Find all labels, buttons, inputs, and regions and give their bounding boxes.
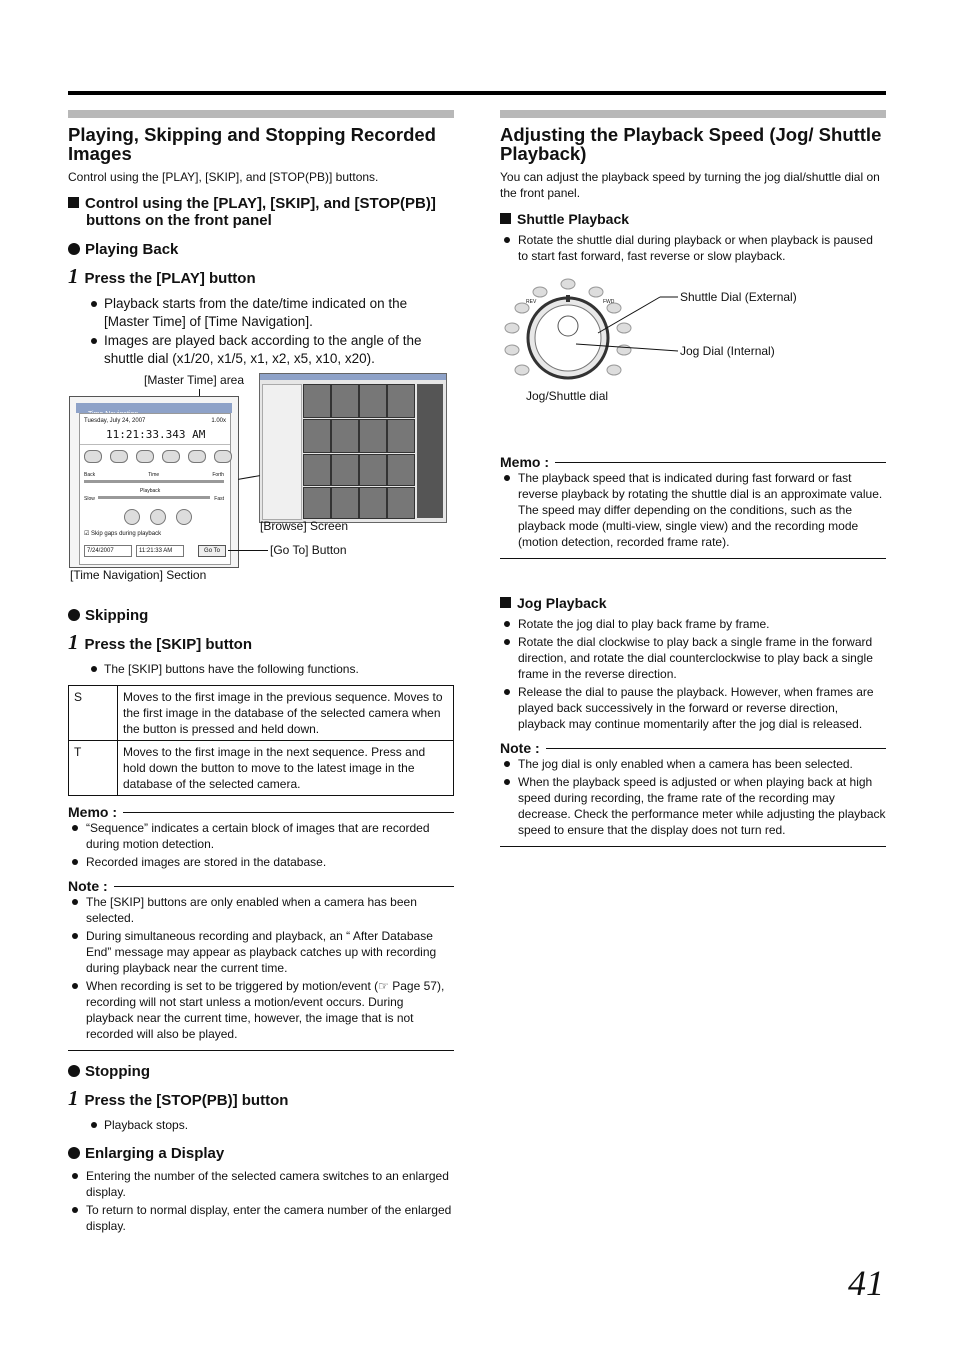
- jog-dial-label: Jog Dial (Internal): [680, 344, 775, 358]
- sub-heading: Control using the [PLAY], [SKIP], and [STOP(PB)] buttons on the front panel: [68, 195, 454, 229]
- camera-thumbnail[interactable]: [387, 454, 415, 486]
- list-item: Rotate the jog dial to play back frame by frame.: [500, 616, 886, 632]
- table-row: S Moves to the first image in the previous sequence. Moves to the first image in the database of the selected camera when the button is pressed and held down.: [69, 686, 454, 741]
- step-back-button[interactable]: [136, 450, 154, 463]
- play-button[interactable]: [176, 509, 192, 525]
- camera-thumbnail[interactable]: [303, 487, 331, 519]
- camera-thumbnail[interactable]: [387, 419, 415, 453]
- page-number: 41: [848, 1263, 884, 1303]
- list-item: When the playback speed is adjusted or when playing back at high speed during recording, the frame rate of the recording may decrease. Check the performance meter while adjusting the playback speed to ensure that the display does not turn red.: [500, 774, 886, 838]
- intro-text: Control using the [PLAY], [SKIP], and [STOP(PB)] buttons.: [68, 170, 379, 184]
- circle-bullet-icon: [68, 609, 80, 621]
- master-time-value: 11:21:33.343 AM: [106, 428, 206, 441]
- panel-titlebar: [76, 403, 232, 413]
- prev-button[interactable]: [110, 450, 128, 463]
- top-rule: [68, 91, 886, 95]
- go-to-button-label: [Go To] Button: [270, 543, 347, 557]
- performance-meter: [417, 384, 443, 518]
- list-item: “Sequence” indicates a certain block of images that are recorded during motion detection.: [68, 820, 454, 852]
- list-item: Playback starts from the date/time indicated on the [Master Time] of [Time Navigation].: [68, 295, 454, 330]
- list-item: The jog dial is only enabled when a camera has been selected.: [500, 756, 886, 772]
- memo-bullets: [500, 470, 886, 550]
- list-item: The playback speed that is indicated during fast forward or fast reverse playback by rotating the shuttle dial is an approximate value. The speed may differ depending on the conditions, such as the playback mode (multi-view, single view) and the recording mode (motion detection, recorded frame rate).: [500, 470, 886, 550]
- time-navigation-figure: [68, 369, 454, 595]
- list-item: During simultaneous recording and playback, an “ After Database End” message may appear as playback catches up with recording during playback near the current time.: [68, 928, 454, 976]
- note-bullets: [68, 894, 454, 1042]
- camera-thumbnail[interactable]: [359, 419, 387, 453]
- camera-thumbnail[interactable]: [359, 384, 387, 418]
- playing-step: 1 Press the [PLAY] button: [68, 264, 256, 288]
- fwd-label: FWD: [603, 299, 615, 305]
- master-time-label: [Master Time] area: [144, 373, 245, 387]
- section-title: Adjusting the Playback Speed (Jog/ Shuttle Playback): [500, 124, 882, 164]
- list-item: Playback stops.: [68, 1117, 454, 1133]
- playing-bullets: [68, 295, 454, 367]
- shuttle-heading: Shuttle Playback: [500, 211, 886, 228]
- enlarging-bullets: [68, 1168, 454, 1234]
- circle-bullet-icon: [68, 1065, 80, 1077]
- next-button[interactable]: [188, 450, 206, 463]
- skip-back-button[interactable]: [84, 450, 102, 463]
- note-bullets: [500, 756, 886, 838]
- memo-bullets: [68, 820, 454, 870]
- rate-text: 1.00x: [211, 418, 226, 424]
- dial-caption: Jog/Shuttle dial: [526, 389, 609, 403]
- table-row: T Moves to the first image in the next sequence. Press and hold down the button to move to the latest image in the database of the selected camera.: [69, 741, 454, 796]
- list-item: Rotate the shuttle dial during playback or when playback is paused to start fast forward, fast reverse or slow playback.: [500, 232, 886, 264]
- browse-screen-label: [Browse] Screen: [260, 519, 349, 533]
- time-navigation-section-label: [Time Navigation] Section: [70, 568, 207, 582]
- browse-screen: [259, 373, 447, 523]
- camera-thumbnail[interactable]: [387, 384, 415, 418]
- jog-bullets: [500, 616, 886, 732]
- skip-functions-table: [68, 685, 454, 796]
- enlarging-heading: Enlarging a Display: [68, 1145, 454, 1162]
- step-forward-button[interactable]: [162, 450, 180, 463]
- camera-thumbnail[interactable]: [331, 454, 359, 486]
- browse-sidebar: [262, 384, 302, 520]
- note-heading: Note :: [500, 740, 886, 756]
- camera-thumbnail[interactable]: [359, 454, 387, 486]
- play-controls: [124, 509, 192, 525]
- go-to-button[interactable]: Go To: [198, 545, 226, 557]
- camera-thumbnail[interactable]: [303, 384, 331, 418]
- stopping-heading: Stopping: [68, 1063, 454, 1080]
- playing-heading: Playing Back: [68, 241, 454, 258]
- time-input[interactable]: 11:21:33 AM: [136, 545, 184, 557]
- skipping-heading: Skipping: [68, 607, 454, 624]
- speed-labels: Slow Fast: [84, 496, 224, 502]
- reverse-play-button[interactable]: [124, 509, 140, 525]
- intro-text: You can adjust the playback speed by turning the jog dial/shuttle dial on the front panel.: [500, 170, 880, 200]
- stopping-step: 1 Press the [STOP(PB)] button: [68, 1086, 289, 1110]
- panel-body: [79, 413, 231, 565]
- memo-end-rule: [500, 558, 886, 559]
- stop-button[interactable]: [150, 509, 166, 525]
- right-column: [500, 110, 886, 847]
- shuttle-slider[interactable]: [84, 480, 224, 483]
- camera-thumbnail[interactable]: [303, 419, 331, 453]
- skip-gaps-checkbox[interactable]: ☑ Skip gaps during playback: [84, 531, 162, 537]
- square-bullet-icon: [500, 597, 511, 608]
- list-item: The [SKIP] buttons are only enabled when a camera has been selected.: [68, 894, 454, 926]
- list-item: Entering the number of the selected camera switches to an enlarged display.: [68, 1168, 454, 1200]
- memo-heading: Memo :: [500, 454, 886, 470]
- section-bar: [68, 110, 454, 118]
- circle-bullet-icon: [68, 1147, 80, 1159]
- date-input[interactable]: 7/24/2007: [84, 545, 132, 557]
- skip-forward-button[interactable]: [214, 450, 232, 463]
- square-bullet-icon: [500, 213, 511, 224]
- camera-thumbnail[interactable]: [331, 487, 359, 519]
- shuttle-bullets: [500, 232, 886, 264]
- list-item: Recorded images are stored in the database.: [68, 854, 454, 870]
- rev-label: REV: [526, 299, 537, 305]
- date-text: Tuesday, July 24, 2007: [84, 418, 146, 424]
- camera-thumbnail[interactable]: [331, 384, 359, 418]
- speed-slider[interactable]: [98, 496, 210, 499]
- stopping-bullets: [68, 1117, 454, 1133]
- transport-buttons: [84, 450, 232, 463]
- list-item: The [SKIP] buttons have the following functions.: [68, 661, 454, 677]
- section-bar: [500, 110, 886, 118]
- list-item: To return to normal display, enter the camera number of the enlarged display.: [68, 1202, 454, 1234]
- list-item: Rotate the dial clockwise to play back a single frame in the forward direction, and rotate the dial counterclockwise to play back a single frame in the reverse direction.: [500, 634, 886, 682]
- list-item: Images are played back according to the angle of the shuttle dial (x1/20, x1/5, x1, x2, x5, x10, x20).: [68, 332, 454, 367]
- skipping-step: 1 Press the [SKIP] button: [68, 630, 253, 654]
- camera-thumbnail[interactable]: [331, 419, 359, 453]
- memo-heading: Memo :: [68, 804, 454, 820]
- square-bullet-icon: [68, 197, 79, 208]
- circle-bullet-icon: [68, 243, 80, 255]
- camera-thumbnail[interactable]: [387, 487, 415, 519]
- shuttle-dial-label: Shuttle Dial (External): [680, 290, 797, 304]
- jog-shuttle-figure: [500, 266, 886, 446]
- left-column: [68, 110, 454, 1236]
- note-end-rule: [68, 1050, 454, 1051]
- note-heading: Note :: [68, 878, 454, 894]
- note-end-rule: [500, 846, 886, 847]
- playback-label: Playback: [140, 488, 161, 494]
- shuttle-labels: Back Time Forth: [84, 472, 224, 478]
- time-navigation-panel: [69, 396, 239, 568]
- camera-thumbnail[interactable]: [303, 454, 331, 486]
- camera-thumbnail[interactable]: [359, 487, 387, 519]
- section-title: Playing, Skipping and Stopping Recorded Images: [68, 124, 436, 164]
- list-item: Release the dial to pause the playback. However, when frames are played back successively in the forward or reverse direction, playback may continue momentarily after the jog dial is released.: [500, 684, 886, 732]
- skipping-bullets: [68, 661, 454, 677]
- list-item: When recording is set to be triggered by motion/event (☞ Page 57), recording will not start unless a motion/event occurs. During playback near the current time, however, the image that is not recorded will also be played.: [68, 978, 454, 1042]
- jog-heading: Jog Playback: [500, 595, 886, 612]
